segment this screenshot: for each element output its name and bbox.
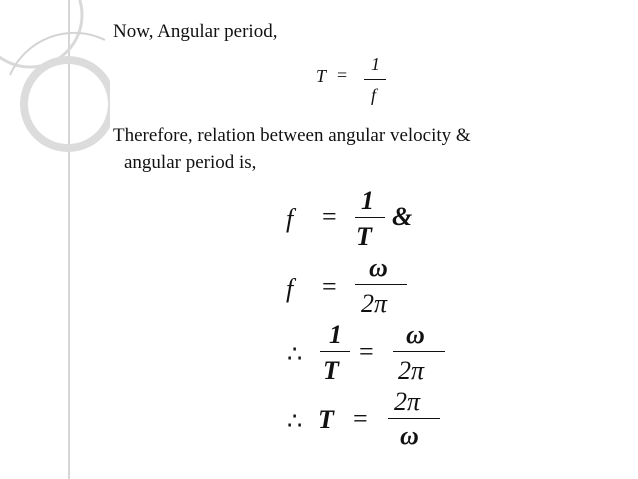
eq4-denominator: ω bbox=[400, 421, 419, 450]
eq2-fraction-bar bbox=[355, 284, 407, 285]
eq2-numerator: ω bbox=[369, 253, 388, 282]
eq1-equals: = bbox=[322, 202, 337, 231]
eq-period-numerator: 1 bbox=[371, 54, 380, 74]
intro-text: Now, Angular period, bbox=[113, 21, 278, 42]
eq4-fraction-bar bbox=[388, 418, 440, 419]
eq4-lhs: T bbox=[318, 405, 334, 434]
eq3-left-denominator: T bbox=[323, 356, 339, 385]
deco-ring-large bbox=[0, 0, 82, 67]
eq1-fraction-bar bbox=[355, 217, 385, 218]
relation-text-line2: angular period is, bbox=[124, 152, 257, 173]
eq1-ampersand: & bbox=[392, 202, 413, 231]
eq-period-equals: = bbox=[337, 65, 348, 85]
deco-ring-small bbox=[24, 60, 110, 148]
eq4-therefore: ∴ bbox=[287, 409, 303, 435]
eq2-denominator: 2π bbox=[361, 289, 388, 318]
eq1-lhs: f bbox=[286, 204, 294, 233]
eq-period-lhs: T bbox=[316, 66, 327, 86]
eq2-equals: = bbox=[322, 272, 337, 301]
eq3-therefore: ∴ bbox=[287, 342, 303, 368]
eq1-denominator: T bbox=[356, 222, 372, 251]
eq3-right-numerator: ω bbox=[406, 320, 425, 349]
eq3-left-numerator: 1 bbox=[329, 320, 342, 349]
eq4-numerator: 2π bbox=[394, 387, 421, 416]
eq-period-fraction-bar bbox=[364, 79, 386, 80]
eq4-equals: = bbox=[353, 404, 368, 433]
eq3-left-fraction-bar bbox=[320, 351, 350, 352]
eq3-equals: = bbox=[359, 337, 374, 366]
eq3-right-denominator: 2π bbox=[398, 356, 425, 385]
eq1-numerator: 1 bbox=[361, 186, 374, 215]
eq-period-denominator: f bbox=[371, 85, 377, 105]
decorative-arcs bbox=[0, 0, 110, 479]
relation-text-line1: Therefore, relation between angular velocity & bbox=[113, 125, 471, 146]
eq2-lhs: f bbox=[286, 274, 294, 303]
eq3-right-fraction-bar bbox=[393, 351, 445, 352]
deco-arc bbox=[10, 33, 105, 75]
